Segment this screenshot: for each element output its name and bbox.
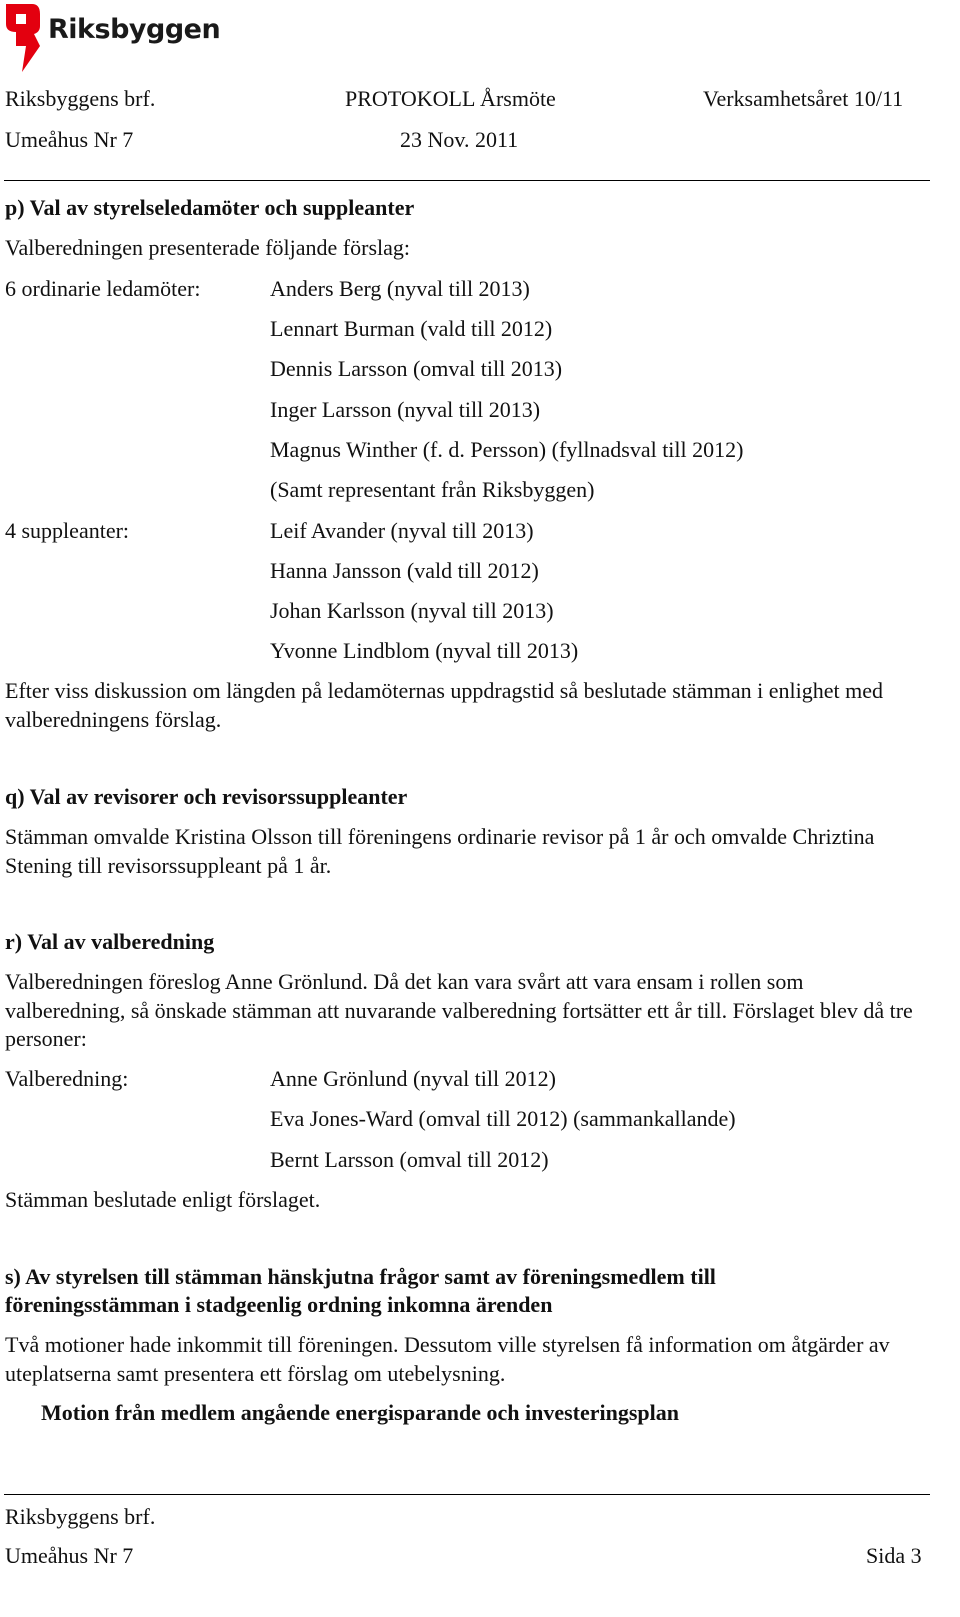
- section-p-decision: Efter viss diskussion om längden på ledamöternas uppdragstid så beslutade stämman i enlighet med valberedningens förslag.: [5, 678, 883, 732]
- footer-org: Riksbyggens brf.: [5, 1504, 156, 1529]
- section-r-text: Valberedningen föreslog Anne Grönlund. Då det kan vara svårt att vara ensam i rollen som valberedning, så önskade stämman att nuvarande valberedning fortsätter ett år till. Förslaget blev då tre personer:: [5, 969, 913, 1051]
- header-period: Verksamhetsåret 10/11: [703, 86, 904, 111]
- section-r-heading: r) Val av valberedning: [5, 929, 215, 954]
- member-item: Magnus Winther (f. d. Persson) (fyllnadsval till 2012): [270, 437, 744, 462]
- member-item: Anders Berg (nyval till 2013): [270, 276, 530, 301]
- members-label: 6 ordinarie ledamöter:: [5, 276, 201, 301]
- section-s-heading-cont: föreningsstämman i stadgeenlig ordning inkomna ärenden: [5, 1292, 553, 1317]
- section-p-intro: Valberedningen presenterade följande förslag:: [5, 235, 410, 260]
- header-doc-type: PROTOKOLL Årsmöte: [345, 86, 556, 111]
- footer-page-number: Sida 3: [866, 1543, 922, 1568]
- committee-item: Eva Jones-Ward (omval till 2012) (sammankallande): [270, 1106, 736, 1131]
- riksbyggen-logo: [4, 2, 224, 74]
- motion-heading: Motion från medlem angående energisparande och investeringsplan: [41, 1400, 679, 1425]
- section-q-text: Stämman omvalde Kristina Olsson till föreningens ordinarie revisor på 1 år och omvalde Chriztina Stening till revisorssuppleant på 1 år.: [5, 824, 875, 878]
- footer-rule: [4, 1494, 930, 1495]
- deputy-item: Johan Karlsson (nyval till 2013): [270, 598, 554, 623]
- member-item: Inger Larsson (nyval till 2013): [270, 397, 541, 422]
- header-association: Umeåhus Nr 7: [5, 127, 134, 152]
- member-item: Lennart Burman (vald till 2012): [270, 316, 553, 341]
- section-s-text: Två motioner hade inkommit till föreningen. Dessutom ville styrelsen få information om åtgärder av uteplatserna samt presentera ett förslag om utebelysning.: [5, 1332, 890, 1386]
- committee-item: Bernt Larsson (omval till 2012): [270, 1147, 549, 1172]
- section-q-heading: q) Val av revisorer och revisorssuppleanter: [5, 784, 408, 809]
- member-item: Dennis Larsson (omval till 2013): [270, 356, 563, 381]
- footer-association: Umeåhus Nr 7: [5, 1543, 134, 1568]
- header-rule: [4, 180, 930, 181]
- deputy-item: Hanna Jansson (vald till 2012): [270, 558, 539, 583]
- deputy-item: Leif Avander (nyval till 2013): [270, 518, 534, 543]
- committee-item: Anne Grönlund (nyval till 2012): [270, 1066, 556, 1091]
- header-org: Riksbyggens brf.: [5, 86, 156, 111]
- section-s-heading: s) Av styrelsen till stämman hänskjutna frågor samt av föreningsmedlem till: [5, 1264, 716, 1289]
- deputy-item: Yvonne Lindblom (nyval till 2013): [270, 638, 579, 663]
- riksbyggen-logo-icon: [4, 2, 46, 74]
- section-r-decision: Stämman beslutade enligt förslaget.: [5, 1187, 321, 1212]
- committee-label: Valberedning:: [5, 1066, 129, 1091]
- member-item: (Samt representant från Riksbyggen): [270, 477, 595, 502]
- deputies-label: 4 suppleanter:: [5, 518, 130, 543]
- logo-text: Riksbyggen: [48, 14, 221, 45]
- header-date: 23 Nov. 2011: [400, 127, 519, 152]
- section-p-heading: p) Val av styrelseledamöter och suppleanter: [5, 195, 415, 220]
